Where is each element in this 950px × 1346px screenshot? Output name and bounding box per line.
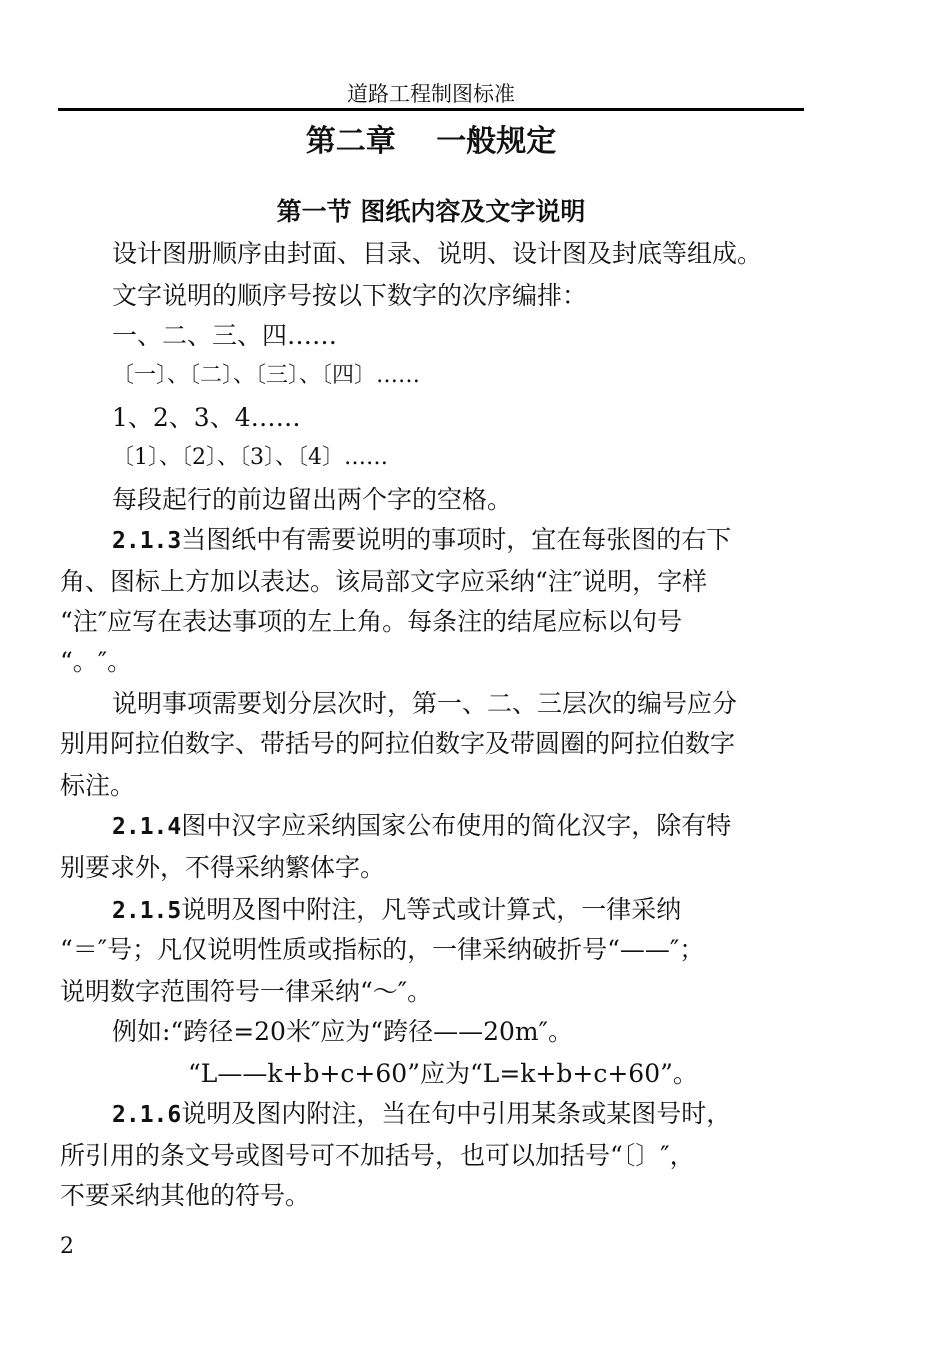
clause-text: 当图纸中有需要说明的事项时，宜在每张图的右下	[181, 525, 732, 554]
clause-text: 图中汉字应采纳国家公布使用的简化汉字，除有特	[181, 811, 732, 840]
body-line: 〔1〕、〔2〕、〔3〕、〔4〕……	[112, 445, 388, 470]
clause-text: 说明及图中附注，凡等式或计算式，一律采纳	[181, 895, 682, 924]
clause-text: 说明及图内附注，当在句中引用某条或某图号时，	[181, 1099, 732, 1128]
body-line: 〔一〕、〔二〕、〔三〕、〔四〕……	[112, 363, 421, 388]
body-line: 一、二、三、四……	[112, 321, 338, 350]
chapter-title: 第二章 一般规定	[305, 124, 557, 159]
clause-2-1-6	[112, 1094, 902, 1135]
running-header: 道路工程制图标准	[347, 82, 515, 106]
example-line: “L——k+b+c+60”应为“L=k+b+c+60”。	[188, 1059, 698, 1088]
header-rule	[58, 108, 804, 111]
clause-number: 2.1.5	[112, 898, 182, 924]
body-line: 别用阿拉伯数字、带括号的阿拉伯数字及带圆圈的阿拉伯数字	[60, 729, 736, 758]
body-line: 说明数字范围符号一律采纳“～″。	[60, 977, 433, 1006]
clause-number: 2.1.4	[112, 814, 182, 840]
body-line: 别要求外，不得采纳繁体字。	[60, 853, 386, 882]
body-line: 1、2、3、4……	[112, 403, 301, 432]
body-line: “＝″号；凡仅说明性质或指标的，一律采纳破折号“——″；	[60, 935, 705, 964]
section-title: 第一节 图纸内容及文字说明	[276, 197, 586, 226]
clause-2-1-4	[112, 806, 902, 847]
body-line: 角、图标上方加以表达。该局部文字应采纳“注″说明，字样	[60, 567, 708, 596]
page-number: 2	[60, 1234, 74, 1259]
body-line: 设计图册顺序由封面、目录、说明、设计图及封底等组成。	[112, 239, 763, 268]
example-line: 例如:“跨径=20米″应为“跨径——20m″。	[112, 1017, 573, 1046]
body-line: 说明事项需要划分层次时，第一、二、三层次的编号应分	[112, 689, 738, 718]
clause-2-1-5	[112, 890, 902, 931]
body-line: 标注。	[60, 771, 136, 800]
clause-number: 2.1.3	[112, 528, 182, 554]
body-line: 每段起行的前边留出两个字的空格。	[112, 485, 513, 514]
body-line: 文字说明的顺序号按以下数字的次序编排：	[112, 281, 588, 310]
clause-number: 2.1.6	[112, 1102, 182, 1128]
body-line: 不要采纳其他的符号。	[60, 1181, 311, 1210]
body-line: 所引用的条文号或图号可不加括号，也可以加括号“〔〕″，	[60, 1141, 695, 1170]
body-line: “。″。	[60, 647, 133, 676]
body-line: “注″应写在表达事项的左上角。每条注的结尾应标以句号	[60, 607, 683, 636]
clause-2-1-3	[112, 520, 902, 561]
